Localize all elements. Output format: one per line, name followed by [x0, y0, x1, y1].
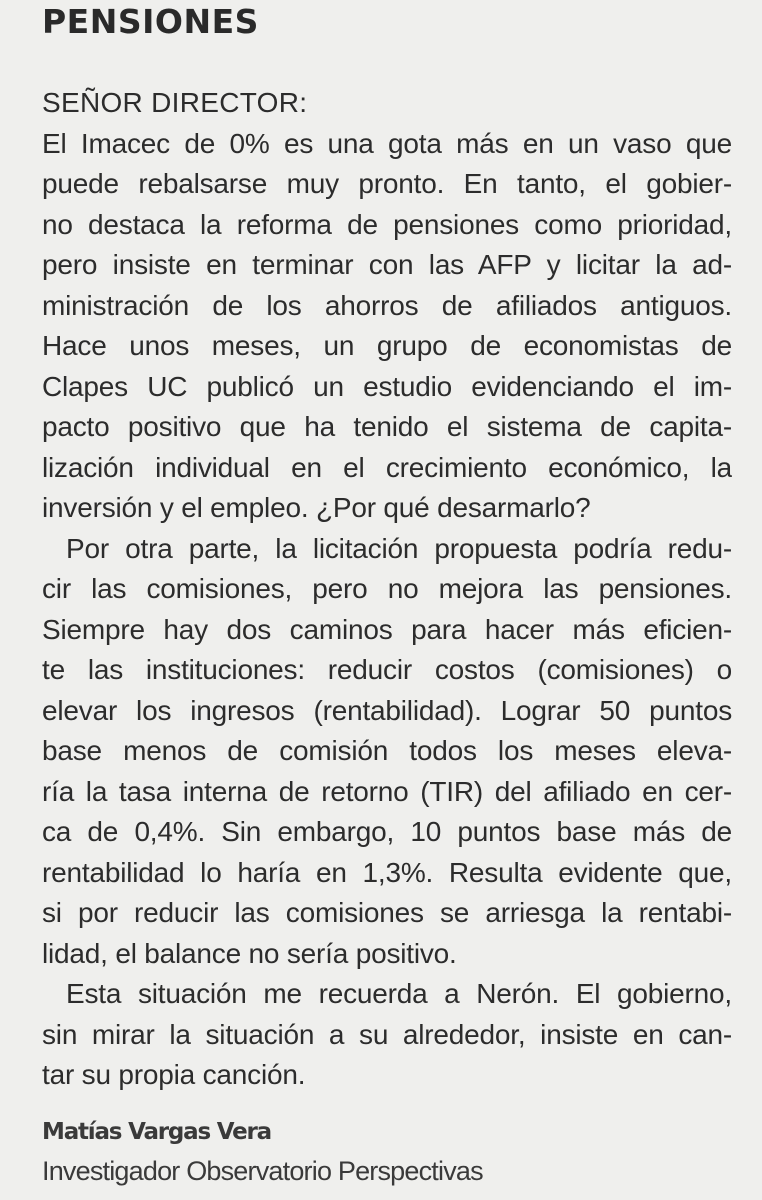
paragraph-line: cir las comisiones, pero no mejora las pensiones. [42, 573, 732, 604]
paragraph-line: Siempre hay dos caminos para hacer más eficien- [42, 613, 732, 645]
headline: PENSIONES [42, 2, 259, 41]
paragraph-line: base menos de comisión todos los meses eleva- [42, 735, 732, 766]
paragraph-line: elevar los ingresos (rentabilidad). Lograr 50 puntos [42, 694, 732, 726]
paragraph-line: rentabilidad lo haría en 1,3%. Resulta evidente que, [42, 856, 732, 888]
paragraph-line: Esta situación me recuerda a Nerón. El gobierno, [66, 978, 732, 1009]
author-name: Matías Vargas Vera [42, 1119, 271, 1145]
paragraph-line: ría la tasa interna de retorno (TIR) del afiliado en cer- [42, 775, 732, 807]
paragraph-line: Por otra parte, la licitación propuesta podría redu- [66, 532, 732, 564]
paragraph-line: te las instituciones: reducir costos (comisiones) o [42, 654, 732, 685]
paragraph-line: lización individual en el crecimiento económico, la [42, 451, 732, 483]
paragraph-line: ca de 0,4%. Sin embargo, 10 puntos base más de [42, 816, 732, 847]
paragraph-line: Hace unos meses, un grupo de economistas de [42, 330, 732, 361]
paragraph-line: pero insiste en terminar con las AFP y licitar la ad- [42, 249, 732, 280]
letter-body [42, 83, 732, 1096]
paragraph-line: pacto positivo que ha tenido el sistema de capita- [42, 411, 732, 442]
paragraph-line: no destaca la reforma de pensiones como prioridad, [42, 208, 732, 240]
paragraph-line: si por reducir las comisiones se arriesga la rentabi- [42, 897, 732, 928]
paragraph-line: El Imacec de 0% es una gota más en un vaso que [42, 127, 732, 159]
paragraph-line: lidad, el balance no sería positivo. [42, 937, 457, 969]
author-role: Investigador Observatorio Perspectivas [42, 1156, 483, 1186]
paragraph-line: tar su propia canción. [42, 1059, 306, 1090]
signature-block [42, 1112, 732, 1190]
salutation: SEÑOR DIRECTOR: [42, 87, 308, 118]
paragraph-line: puede rebalsarse muy pronto. En tanto, el gobier- [42, 168, 732, 199]
paragraph-line: Clapes UC publicó un estudio evidenciando el im- [42, 370, 732, 402]
paragraph-line: sin mirar la situación a su alrededor, insiste en can- [42, 1018, 732, 1050]
paragraph-line: inversión y el empleo. ¿Por qué desarmarlo? [42, 492, 591, 523]
paragraph-line: ministración de los ahorros de afiliados antiguos. [42, 289, 732, 321]
